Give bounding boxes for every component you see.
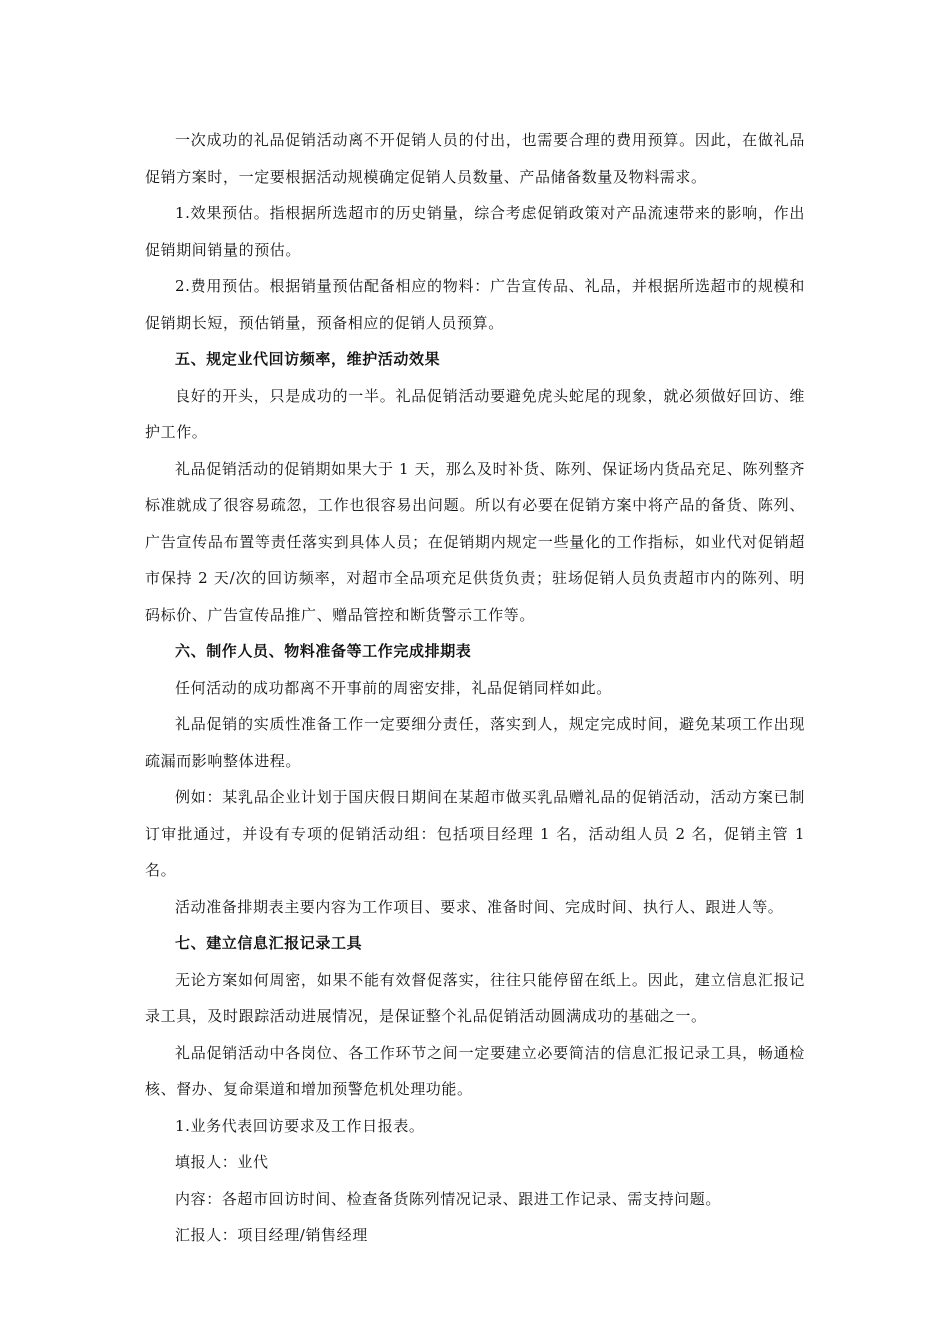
list-item-daily-report: 1.业务代表回访要求及工作日报表。 [175,1116,425,1135]
paragraph-example: 例如：某乳品企业计划于国庆假日期间在某超市做买乳品赠礼品的促销活动，活动方案已制订审批通过，并设有专项的促销活动组：包括项目经理 1 名，活动组人员 2 名，促销主管 1 名。 [145,788,805,879]
paragraph-promotion-period: 礼品促销活动的促销期如果大于 1 天，那么及时补货、陈列、保证场内货品充足、陈列整齐标准就成了很容易疏忽，工作也很容易出问题。所以有必要在促销方案中将产品的备货、陈列、广告宣传品布置等责任落实到具体人员；在促销期内规定一些量化的工作指标，如业代对促销超市保持 2 天/次的回访频率，对超市全品项充足供货负责；驻场促销人员负责超市内的陈列、明码标价、广告宣传品推广、赠品管控和断货警示工作等。 [145,459,805,624]
paragraph-reporting-tool: 无论方案如何周密，如果不能有效督促落实，往往只能停留在纸上。因此，建立信息汇报记录工具，及时跟踪活动进展情况，是保证整个礼品促销活动圆满成功的基础之一。 [145,970,805,1025]
field-reporter: 汇报人：项目经理/销售经理 [175,1226,368,1244]
field-content: 内容：各超市回访时间、检查备货陈列情况记录、跟进工作记录、需支持问题。 [175,1189,722,1208]
paragraph-effect-estimate: 1.效果预估。指根据所选超市的历史销量，综合考虑促销政策对产品流速带来的影响，作出促销期间销量的预估。 [145,204,805,259]
paragraph-responsibility: 礼品促销的实质性准备工作一定要细分责任，落实到人，规定完成时间，避免某项工作出现疏漏而影响整体进程。 [145,715,805,770]
paragraph-cost-estimate: 2.费用预估。根据销量预估配备相应的物料：广告宣传品、礼品，并根据所选超市的规模和促销期长短，预估销量，预备相应的促销人员预算。 [145,277,805,332]
section-heading-5: 五、规定业代回访频率，维护活动效果 [175,350,441,368]
document-page [145,122,805,1254]
paragraph-schedule-contents: 活动准备排期表主要内容为工作项目、要求、准备时间、完成时间、执行人、跟进人等。 [175,897,784,916]
paragraph-planning: 任何活动的成功都离不开事前的周密安排，礼品促销同样如此。 [175,678,612,697]
field-filler: 填报人：业代 [175,1153,269,1171]
section-heading-7: 七、建立信息汇报记录工具 [175,934,363,952]
paragraph-budget-intro: 一次成功的礼品促销活动离不开促销人员的付出，也需要合理的费用预算。因此，在做礼品促销方案时，一定要根据活动规模确定促销人员数量、产品储备数量及物料需求。 [145,131,805,186]
paragraph-good-start: 良好的开头，只是成功的一半。礼品促销活动要避免虎头蛇尾的现象，就必须做好回访、维护工作。 [145,386,805,441]
section-heading-6: 六、制作人员、物料准备等工作完成排期表 [175,642,472,660]
paragraph-reporting-channels: 礼品促销活动中各岗位、各工作环节之间一定要建立必要简洁的信息汇报记录工具，畅通检核、督办、复命渠道和增加预警危机处理功能。 [145,1043,805,1098]
